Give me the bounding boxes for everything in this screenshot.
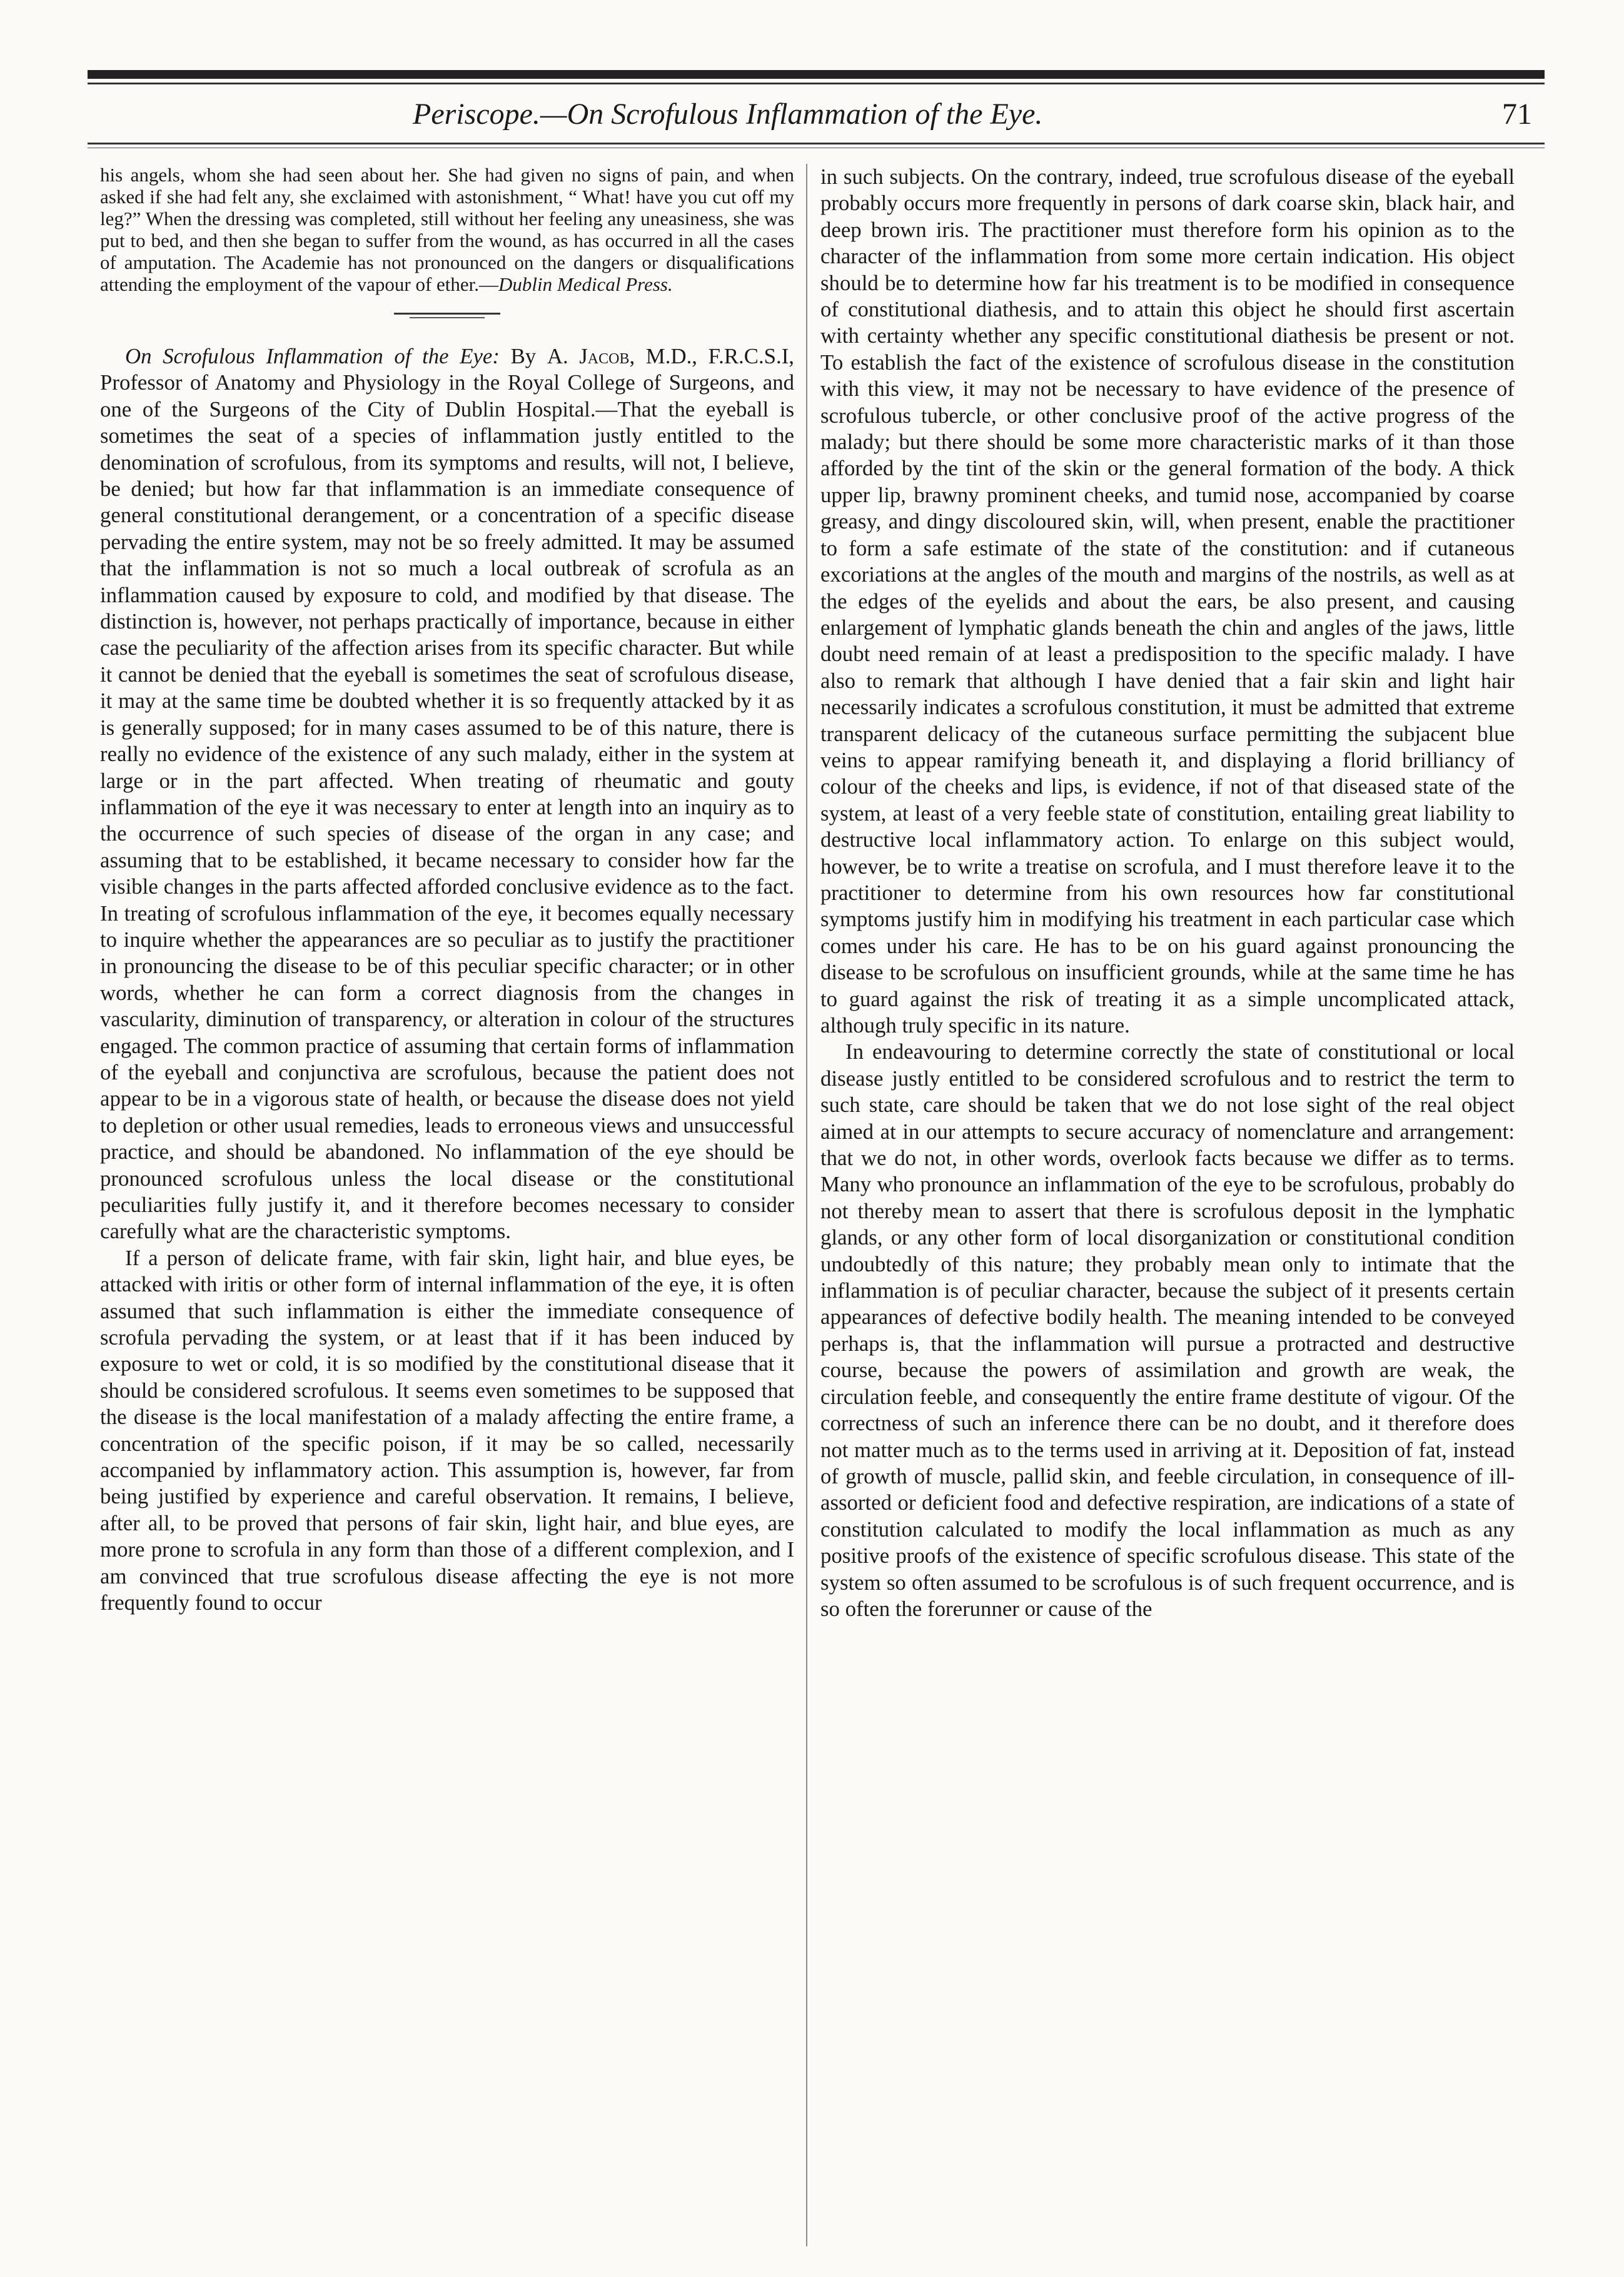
header-rule <box>88 143 1545 144</box>
right-column <box>820 164 1515 2253</box>
continuation-source: Dublin Medical Press. <box>498 273 673 295</box>
article-paragraph-4: In endeavouring to determine correctly the state of constitutional or local disease justly entitled to be considered scrofulous and to restrict the term to such state, care should be taken that we do not lose sight of the real object aimed at in our attempts to secure accuracy of nomenclature and arrangement: that we do not, in other words, overlook facts because we differ as to terms. Many who pronounce an inflammation of the eye to be scrofulous, probably do not thereby mean to assert that there is scrofulous deposit in the lymphatic glands, or any other form of local disorganization or constitutional condition undoubtedly of this nature; they probably mean only to intimate that the inflammation is of peculiar character, because the subject of it presents certain appearances of defective bodily health. The meaning intended to be conveyed perhaps is, that the inflammation will pursue a protracted and destructive course, because the powers of assimilation and growth are weak, the circulation feeble, and consequently the entire frame destitute of vigour. Of the correctness of such an inference there can be no doubt, and it therefore does not matter much as to the terms used in arriving at it. Deposition of fat, instead of growth of muscle, pallid skin, and feeble circulation, in consequence of ill-assorted or deficient food and defective respiration, are indications of a state of constitution calculated to modify the local inflammation as much as any positive proofs of the existence of specific scrofulous disease. This state of the system so often assumed to be scrofulous is of such frequent occurrence, and is so often the forerunner or cause of the <box>820 1039 1515 1621</box>
article-paragraph-1-text: M.D., F.R.C.S.I, Professor of Anatomy and Physiology in the Royal College of Surgeons, and one of the Surgeons of the City of Dublin Hospital.—That the eyeball is sometimes the seat of a species of inflammation justly entitled to the denomination of scrofulous, from its symptoms and results, will not, I believe, be denied; but how far that inflammation is an immediate consequence of general constitutional derangement, or a concentration of a specific disease pervading the entire system, may not be so freely admitted. It may be assumed that the inflammation is not so much a local outbreak of scrofula as an inflammation caused by exposure to cold, and modified by that disease. The distinction is, however, not perhaps practically of importance, because in either case the peculiarity of the affection arises from its specific character. But while it cannot be denied that the eyeball is sometimes the seat of scrofulous disease, it may at the same time be doubted whether it is so frequently attacked by it as is generally supposed; for in many cases assumed to be of this nature, there is really no evidence of the existence of any such malady, either in the system at large or in the part affected. When treating of rheumatic and gouty inflammation of the eye it was necessary to enter at length into an inquiry as to the occurrence of such species of disease of the organ in any case; and assuming that to be established, it became necessary to consider how far the visible changes in the parts affected afforded conclusive evidence as to the fact. In treating of scrofulous inflammation of the eye, it becomes equally necessary to inquire whether the appearances are so peculiar as to justify the practitioner in pronouncing the disease to be of this peculiar specific character; or in other words, whether he can form a correct diagnosis from the changes in vascularity, diminution of transparency, or alteration in colour of the structures engaged. The common practice of assuming that certain forms of inflammation of the eyeball and conjunctiva are scrofulous, because the patient does not appear to be in a vigorous state of health, or because the disease does not yield to depletion or other usual remedies, leads to erroneous views and unsuccessful practice, and should be abandoned. No inflammation of the eye should be pronounced scrofulous unless the local disease or the constitutional peculiarities fully justify it, and it therefore becomes necessary to consider carefully what are the characteristic symptoms. <box>100 344 794 1244</box>
article-author: A. Jacob, <box>547 344 635 368</box>
article-by: By <box>499 344 547 368</box>
left-column <box>100 164 794 2253</box>
section-divider-thin <box>410 317 485 318</box>
previous-article-continuation <box>100 164 794 295</box>
top-border-thin-rule <box>88 83 1545 84</box>
page-number: 71 <box>1502 98 1532 131</box>
top-border-rule <box>88 70 1545 79</box>
continuation-text: his angels, whom she had seen about her. She had given no signs of pain, and when asked if she had felt any, she exclaimed with astonishment, “ What! have you cut off my leg?” When the dressing was completed, still without her feeling any uneasiness, she was put to bed, and then she began to suffer from the wound, as has occurred in all the cases of amputation. The Academie has not pronounced on the dangers or disqualifications attending the employment of the vapour of ether.— <box>100 164 794 295</box>
running-header <box>88 93 1545 136</box>
article-title: On Scrofulous Inflammation of the Eye: <box>125 344 500 368</box>
article-paragraph-1 <box>100 343 794 1245</box>
column-divider <box>806 164 807 2246</box>
article-paragraph-2: If a person of delicate frame, with fair skin, light hair, and blue eyes, be attacked with iritis or other form of internal inflammation of the eye, it is often assumed that such inflammation is either the immediate consequence of scrofula pervading the system, or at least that if it has been induced by exposure to wet or cold, it is so modified by the constitutional disease that it should be considered scrofulous. It seems even sometimes to be supposed that the disease is the local manifestation of a malady affecting the entire frame, a concentration of the specific poison, if it may be so called, necessarily accompanied by inflammatory action. This assumption is, however, far from being justified by experience and careful observation. It remains, I believe, after all, to be proved that persons of fair skin, light hair, and blue eyes, are more prone to scrofula in any form than those of a different complexion, and I am convinced that true scrofulous disease affecting the eye is not more frequently found to occur <box>100 1245 794 1615</box>
section-divider <box>394 313 500 315</box>
article-paragraph-3: in such subjects. On the contrary, indeed, true scrofulous disease of the eyeball probably occurs more frequently in persons of dark coarse skin, black hair, and deep brown iris. The practitioner must therefore form his opinion as to the character of the inflammation from some more certain indication. His object should be to determine how far his treatment is to be modified in consequence of constitutional diathesis, and to attain this object he should first ascertain with certainty whether any specific constitutional diathesis be present or not. To establish the fact of the existence of scrofulous disease in the constitution with this view, it may not be necessary to have evidence of the presence of scrofulous tubercle, or other conclusive proof of the active progress of the malady; but there should be some more characteristic marks of it than those afforded by the tint of the skin or the general formation of the body. A thick upper lip, brawny prominent cheeks, and tumid nose, accompanied by coarse greasy, and dingy discoloured skin, will, when present, enable the practitioner to form a safe estimate of the state of the constitution: and if cutaneous excoriations at the angles of the mouth and margins of the nostrils, as well as at the edges of the eyelids and about the ears, be also present, and causing enlargement of lymphatic glands beneath the chin and angles of the jaws, little doubt need remain of at least a predisposition to the specific malady. I have also to remark that although I have denied that a fair skin and light hair necessarily indicates a scrofulous constitution, it must be admitted that extreme transparent delicacy of the cutaneous surface permitting the subjacent blue veins to appear ramifying beneath it, and displaying a florid brilliancy of colour of the cheeks and lips, is evidence, if not of that diseased state of the system, at least of a very feeble state of constitution, entailing great liability to destructive local inflammatory action. To enlarge on this subject would, however, be to write a treatise on scrofula, and I must therefore leave it to the practitioner to determine from his own resources how far constitutional symptoms justify him in modifying his treatment in each particular case which comes under his care. He has to be on his guard against pronouncing the disease to be scrofulous on insufficient grounds, while at the same time he has to guard against the risk of treating it as a simple uncomplicated attack, although truly specific in its nature. <box>820 164 1515 1038</box>
running-title: Periscope.—On Scrofulous Inflammation of the Eye. <box>413 98 1043 131</box>
